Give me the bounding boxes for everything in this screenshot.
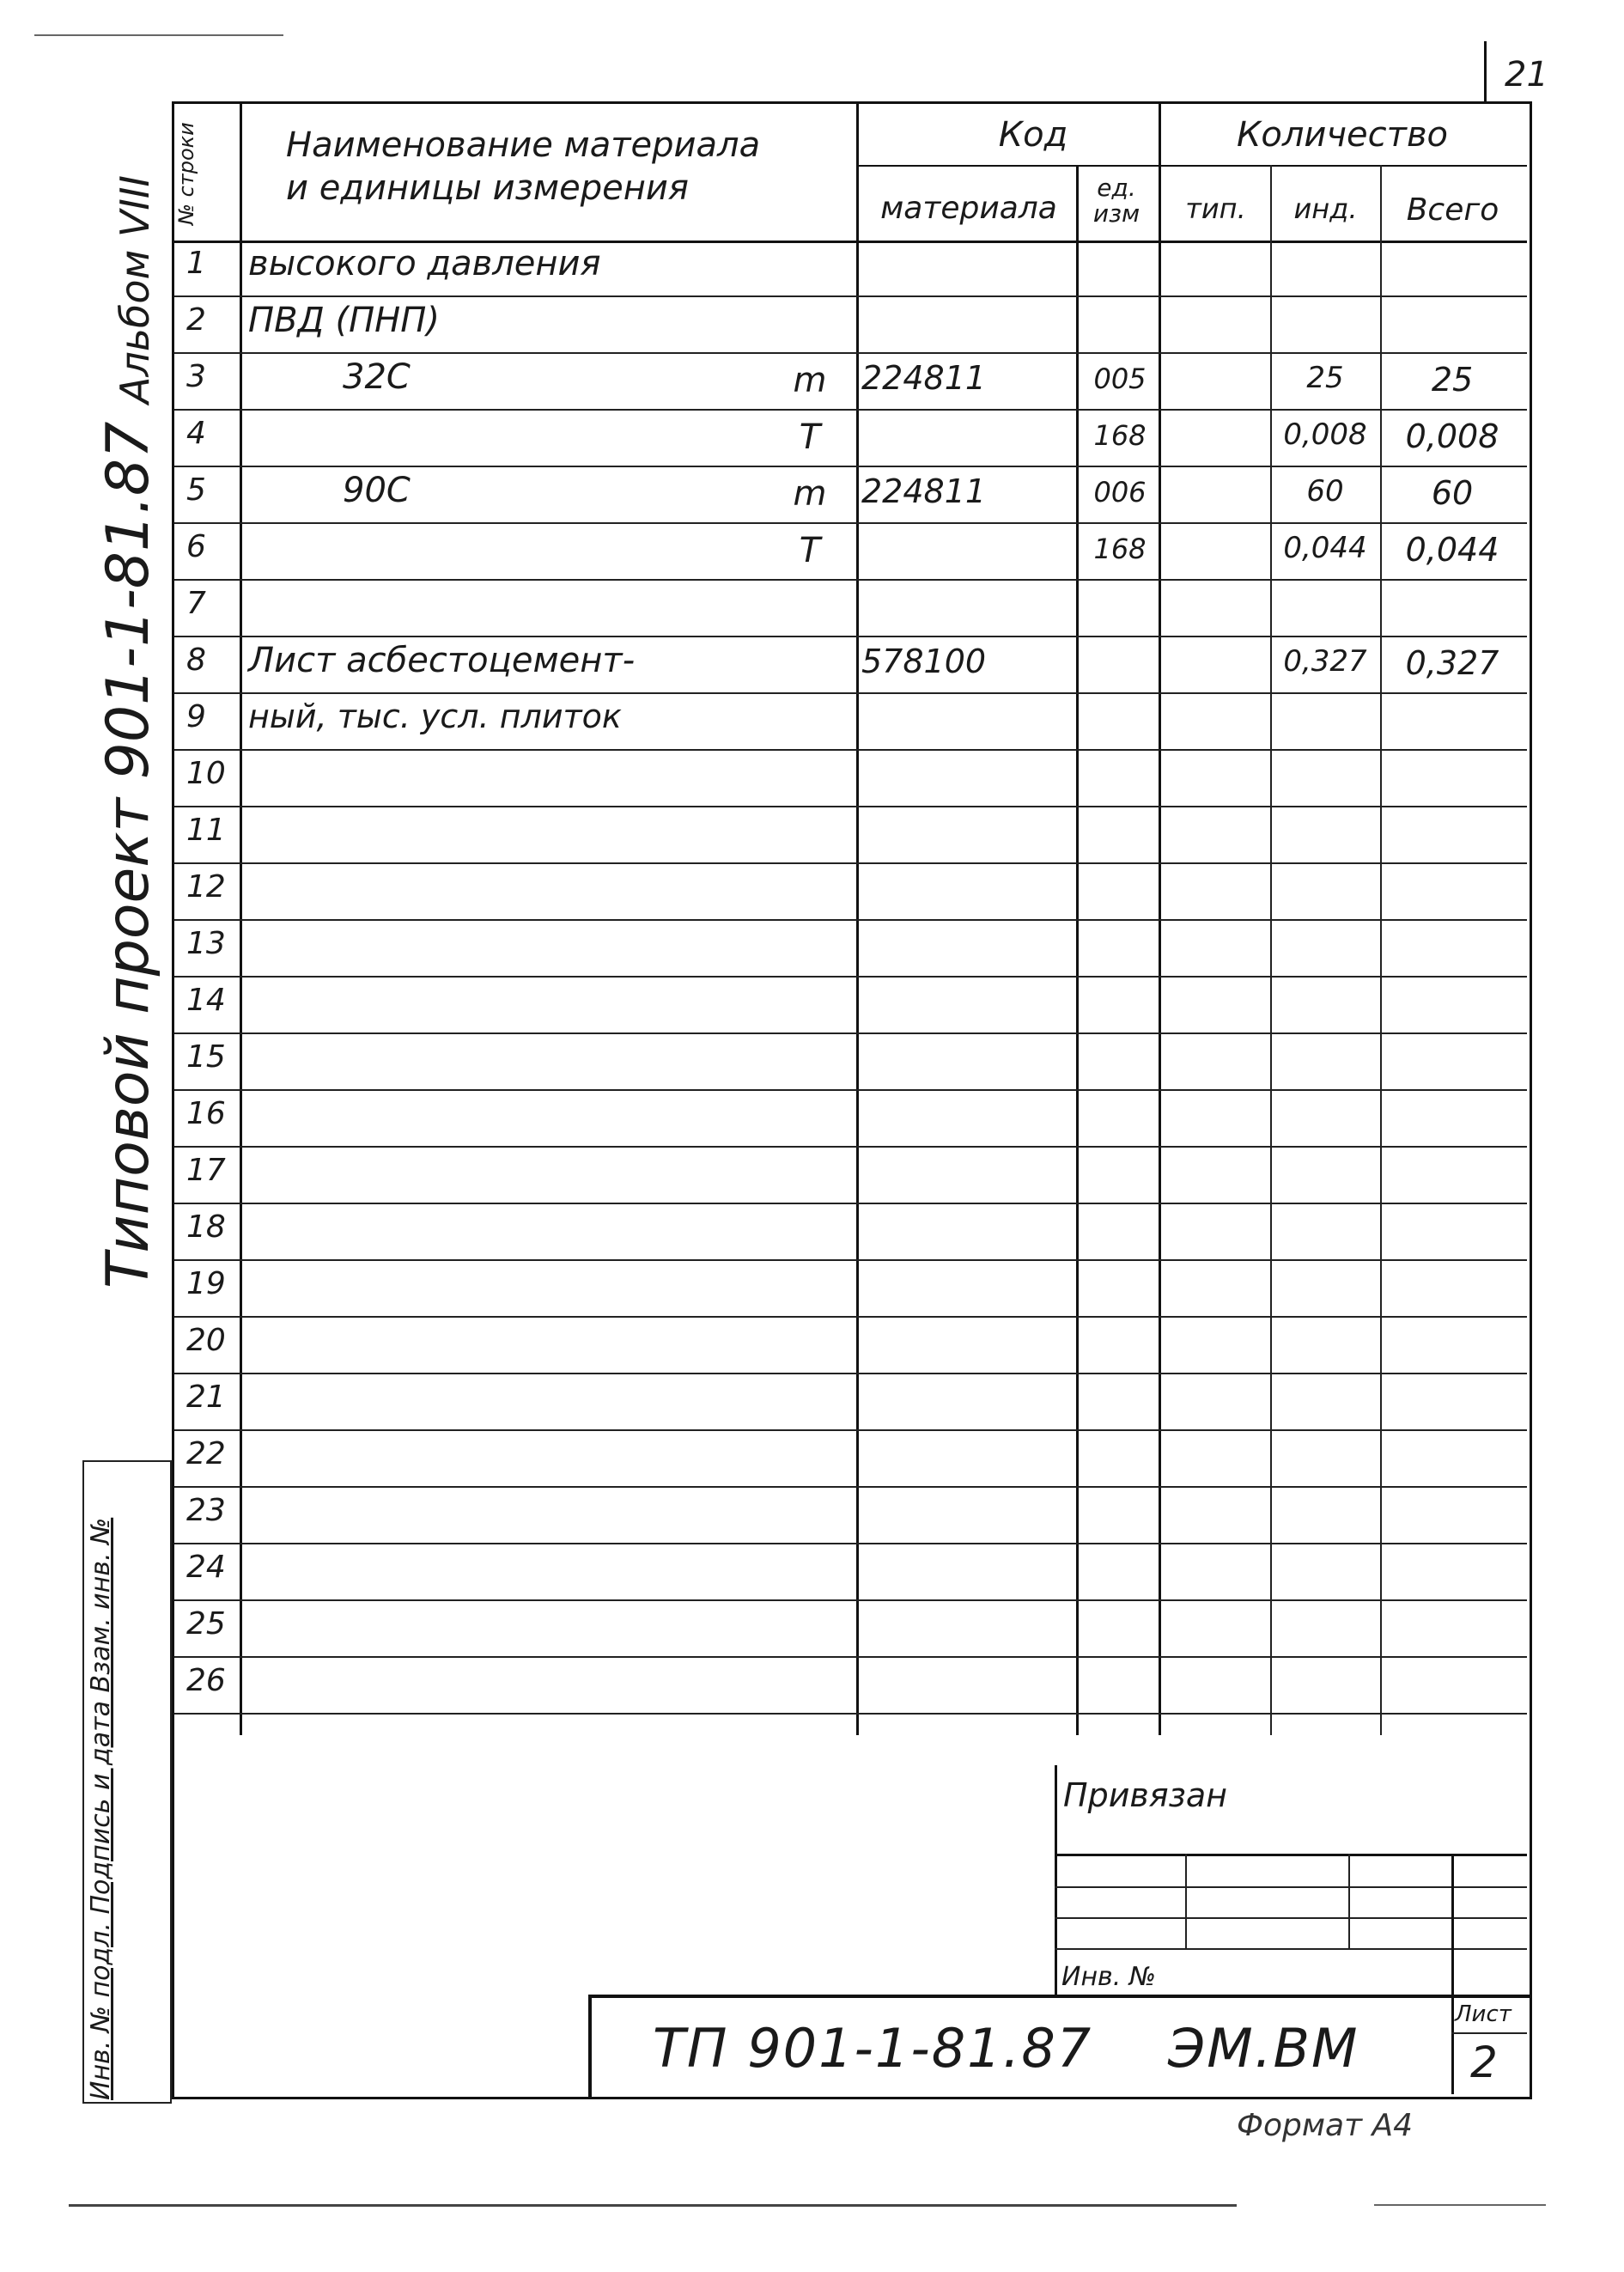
table-row <box>174 1261 1527 1318</box>
header-code-unit: ед. изм <box>1092 174 1140 228</box>
qty-total: 60 <box>1431 474 1474 512</box>
qty-individual: 0,044 <box>1283 531 1367 565</box>
doc-mark: ЭМ.ВМ <box>1168 2017 1359 2080</box>
header-qty-group: Количество <box>1236 115 1448 155</box>
table-row <box>174 1658 1527 1715</box>
bound-line-4 <box>1055 1948 1527 1950</box>
row-number: 17 <box>186 1153 226 1188</box>
unit-of-measure: T <box>799 531 821 570</box>
unit-code: 168 <box>1093 419 1147 452</box>
row-number: 12 <box>186 869 226 905</box>
qty-individual: 25 <box>1306 361 1344 395</box>
qty-individual: 0,008 <box>1283 417 1367 452</box>
sheet-label: Лист <box>1455 2001 1511 2027</box>
unit-code: 168 <box>1093 533 1147 565</box>
row-number: 24 <box>186 1550 226 1585</box>
bound-line-2 <box>1055 1886 1527 1888</box>
header-name: Наименование материала и единицы измерения <box>286 125 761 208</box>
row-number: 3 <box>186 359 206 394</box>
table-row <box>174 524 1527 581</box>
unit-code: 006 <box>1093 476 1147 509</box>
album-label: Альбом VIII <box>112 175 158 404</box>
project-label: Типовой проект 901-1-81.87 <box>94 421 162 1288</box>
sheet-label-line <box>1451 2032 1527 2034</box>
material-code: 224811 <box>861 472 987 510</box>
table-row <box>174 1204 1527 1261</box>
bottom-rule-left <box>69 2204 1237 2207</box>
material-name: высокого давления <box>248 244 601 283</box>
page-number-mark <box>1484 41 1487 103</box>
format-note: Формат А4 <box>1237 2108 1414 2143</box>
bound-label: Привязан <box>1063 1776 1227 1814</box>
material-code: 578100 <box>861 643 987 680</box>
unit-of-measure: m <box>793 361 827 400</box>
qty-total: 0,008 <box>1405 417 1499 455</box>
table-row <box>174 864 1527 921</box>
table-row <box>174 921 1527 978</box>
table-row <box>174 241 1527 297</box>
material-name: Лист асбестоцемент- <box>248 641 636 680</box>
row-number: 7 <box>186 586 206 621</box>
row-number: 11 <box>186 813 226 848</box>
page-number: 21 <box>1505 55 1548 94</box>
unit-of-measure: T <box>799 417 821 457</box>
table-row <box>174 1601 1527 1658</box>
table-row <box>174 297 1527 354</box>
doc-code: ТП 901-1-81.87 <box>653 2017 1093 2080</box>
row-number: 1 <box>186 246 206 281</box>
header-qty-total: Всего <box>1406 192 1499 228</box>
material-name: ный, тыс. усл. плиток <box>248 697 622 735</box>
header-row-no: № строки <box>174 122 198 225</box>
header-code-material: материала <box>880 191 1057 226</box>
row-number: 23 <box>186 1493 226 1528</box>
row-number: 10 <box>186 756 226 791</box>
header-mid-line <box>858 165 1527 167</box>
table-row <box>174 1544 1527 1601</box>
row-number: 19 <box>186 1266 226 1301</box>
table-row <box>174 1318 1527 1374</box>
bound-line-3 <box>1055 1917 1527 1919</box>
table-row <box>174 751 1527 807</box>
material-name: ПВД (ПНП) <box>248 301 440 340</box>
table-row <box>174 1091 1527 1148</box>
table-row <box>174 978 1527 1034</box>
table-row <box>174 1034 1527 1091</box>
table-row <box>174 467 1527 524</box>
bottom-rule-right <box>1374 2204 1546 2206</box>
table-row <box>174 1488 1527 1544</box>
row-number: 20 <box>186 1323 226 1358</box>
header-qty-ind: инд. <box>1293 192 1358 225</box>
row-number: 26 <box>186 1663 226 1698</box>
row-number: 15 <box>186 1039 226 1075</box>
table-row <box>174 1374 1527 1431</box>
qty-total: 0,044 <box>1405 531 1499 569</box>
unit-of-measure: m <box>793 474 827 514</box>
header-qty-typ: тип. <box>1185 192 1246 225</box>
row-number: 5 <box>186 472 206 508</box>
row-number: 14 <box>186 983 226 1018</box>
qty-total: 25 <box>1431 361 1474 399</box>
top-left-rule <box>34 34 283 36</box>
row-number: 6 <box>186 529 206 564</box>
table-row <box>174 411 1527 467</box>
table-row <box>174 807 1527 864</box>
row-number: 18 <box>186 1209 226 1245</box>
stamp-label: Инв. № подл. Подпись и дата Взам. инв. № <box>86 1517 116 2100</box>
sheet-divider <box>1451 1995 1454 2094</box>
bound-line-1 <box>1055 1854 1527 1856</box>
table-row <box>174 637 1527 694</box>
row-number: 22 <box>186 1436 226 1471</box>
qty-individual: 60 <box>1306 474 1344 509</box>
table-row <box>174 1431 1527 1488</box>
table-row <box>174 694 1527 751</box>
row-number: 9 <box>186 699 206 734</box>
bound-vline-3 <box>1451 1854 1454 2000</box>
unit-code: 005 <box>1093 362 1147 395</box>
bound-vline-2 <box>1348 1854 1350 1950</box>
row-number: 4 <box>186 416 206 451</box>
row-separator <box>174 1713 1527 1715</box>
row-number: 13 <box>186 926 226 961</box>
table-row <box>174 354 1527 411</box>
qty-individual: 0,327 <box>1283 644 1367 679</box>
row-number: 2 <box>186 302 206 338</box>
row-number: 8 <box>186 643 206 678</box>
stamp-box <box>82 1460 172 2104</box>
table-header <box>174 103 1527 241</box>
bound-vline-1 <box>1185 1854 1187 1950</box>
row-number: 25 <box>186 1606 226 1642</box>
material-name: 90С <box>343 471 411 510</box>
table-row <box>174 1148 1527 1204</box>
inv-no-label: Инв. № <box>1061 1962 1157 1992</box>
table-row <box>174 581 1527 637</box>
qty-total: 0,327 <box>1405 644 1499 682</box>
row-number: 21 <box>186 1380 226 1415</box>
sheet-number: 2 <box>1470 2037 1498 2087</box>
header-code-group: Код <box>998 115 1068 155</box>
material-name: 32С <box>343 357 411 397</box>
material-code: 224811 <box>861 359 987 397</box>
row-number: 16 <box>186 1096 226 1131</box>
